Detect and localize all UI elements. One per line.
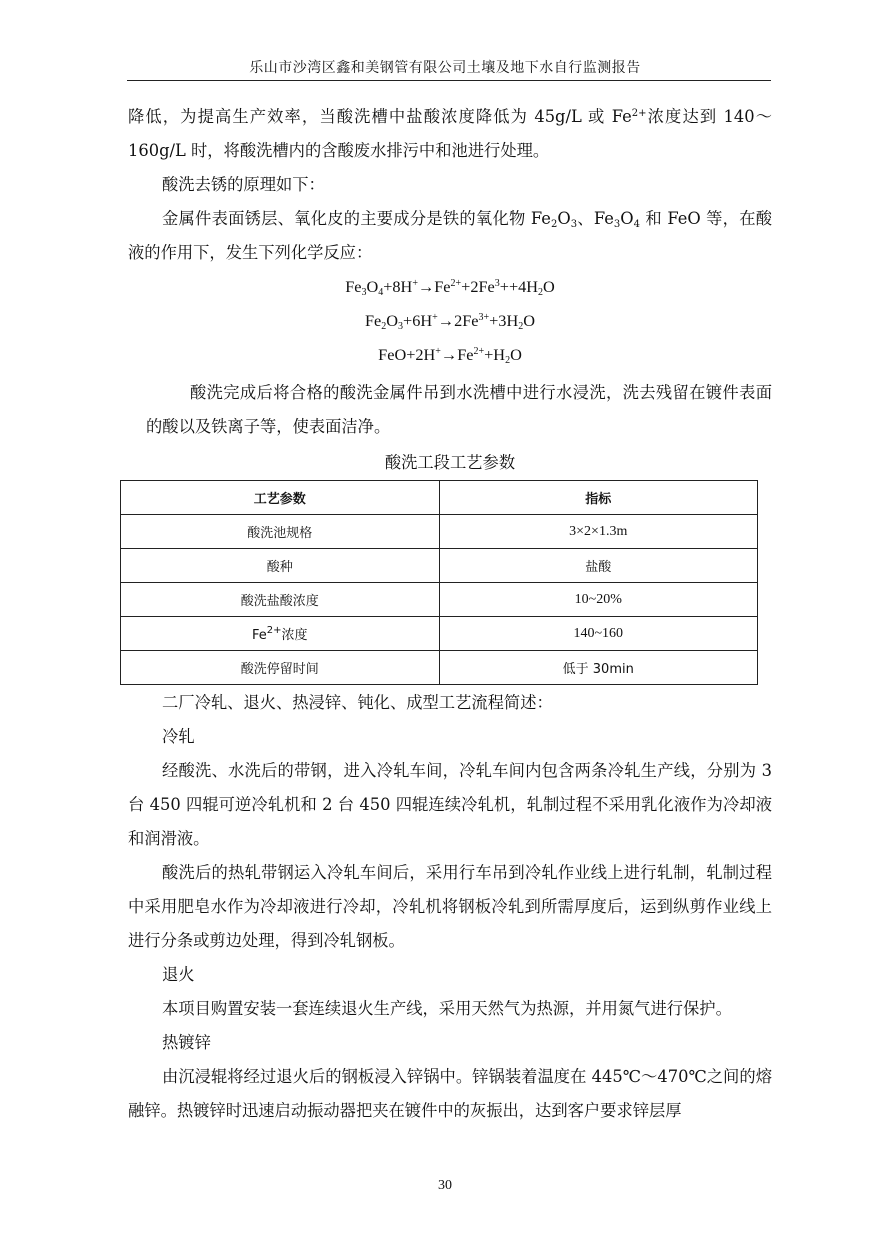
table-title: 酸洗工段工艺参数 <box>384 453 516 472</box>
paragraph-annealing: 本项目购置安装一套连续退火生产线，采用天然气为热源，并用氮气进行保护。 <box>162 999 732 1018</box>
table-cell-value: 140~160 <box>439 617 758 651</box>
running-header: 乐山市沙湾区鑫和美钢管有限公司土壤及地下水自行监测报告 <box>249 60 641 76</box>
table-cell-value: 10~20% <box>439 583 758 617</box>
paragraph-acid-wash-continued: 降低，为提高生产效率，当酸洗槽中盐酸浓度降低为 45g/L 或 $Fe^{2+}$浓度达到 140～160g/L 时，将酸洗槽内的含酸废水排污中和池进行处理。 <box>128 107 772 160</box>
table-row <box>121 617 758 651</box>
table-cell-value: 3×2×1.3m <box>439 515 758 549</box>
table-row <box>121 583 758 617</box>
paragraph-cold-rolling-process: 酸洗后的热轧带钢运入冷轧车间后，采用行车吊到冷轧作业线上进行轧制，轧制过程中采用肥皂水作为冷却液进行冷却，冷轧机将钢板冷轧到所需厚度后，运到纵剪作业线上进行分条或剪边处理，得到冷轧钢板。 <box>128 863 772 950</box>
page-number: 30 <box>438 1178 452 1193</box>
table-row <box>121 515 758 549</box>
table-cell-param: 酸洗停留时间 <box>121 651 440 685</box>
acid-wash-parameter-table <box>120 480 758 685</box>
paragraph-cold-rolling-lines: 经酸洗、水洗后的带钢，进入冷轧车间，冷轧车间内包含两条冷轧生产线，分别为 3 台 450 四辊可逆冷轧机和 2 台 450 四辊连续冷轧机，轧制过程不采用乳化液作为冷却液和润滑液。 <box>128 761 772 848</box>
equation-feo: $FeO+2H^+\to Fe^{2+}+H_2O$ <box>378 345 522 366</box>
header-divider <box>127 80 771 81</box>
table-cell-param: 酸种 <box>121 549 440 583</box>
paragraph-process-overview: 二厂冷轧、退火、热浸锌、钝化、成型工艺流程简述： <box>162 693 553 712</box>
equation-fe3o4: $Fe_3O_4+8H^+\to Fe^{2+}+2Fe^3++4H_2O$ <box>345 277 555 298</box>
table-row <box>121 651 758 685</box>
table-cell-value: 盐酸 <box>439 549 758 583</box>
table-cell-value: 低于 30min <box>439 651 758 685</box>
table-cell-param: $Fe^{2+}$浓度 <box>121 617 440 651</box>
table-header-param: 工艺参数 <box>121 481 440 515</box>
paragraph-water-rinse: 酸洗完成后将合格的酸洗金属件吊到水洗槽中进行水浸洗，洗去残留在镀件表面的酸以及铁离子等，使表面洁净。 <box>146 383 772 436</box>
table-cell-param: 酸洗池规格 <box>121 515 440 549</box>
equation-fe2o3: $Fe_2O_3+6H^+\to 2Fe^{3+}+3H_2O$ <box>365 311 535 332</box>
paragraph-rust-removal-intro: 酸洗去锈的原理如下： <box>162 175 325 194</box>
table-row <box>121 549 758 583</box>
chemical-equations <box>128 270 772 372</box>
table-cell-param: 酸洗盐酸浓度 <box>121 583 440 617</box>
section-heading-hot-dip-galvanizing: 热镀锌 <box>162 1033 211 1052</box>
section-heading-annealing: 退火 <box>162 965 195 984</box>
table-header-row <box>121 481 758 515</box>
section-heading-cold-rolling: 冷轧 <box>162 727 195 746</box>
paragraph-oxide-composition: 金属件表面锈层、氧化皮的主要成分是铁的氧化物 $Fe_2O_3$、$Fe_3O_4$ 和 FeO 等，在酸液的作用下，发生下列化学反应： <box>128 209 772 262</box>
table-header-value: 指标 <box>439 481 758 515</box>
page-body <box>128 100 772 1128</box>
paragraph-hot-dip-galvanizing: 由沉浸辊将经过退火后的钢板浸入锌锅中。锌锅装着温度在 445℃～470℃之间的熔融锌。热镀锌时迅速启动振动器把夹在镀件中的灰振出，达到客户要求锌层厚 <box>128 1067 772 1120</box>
